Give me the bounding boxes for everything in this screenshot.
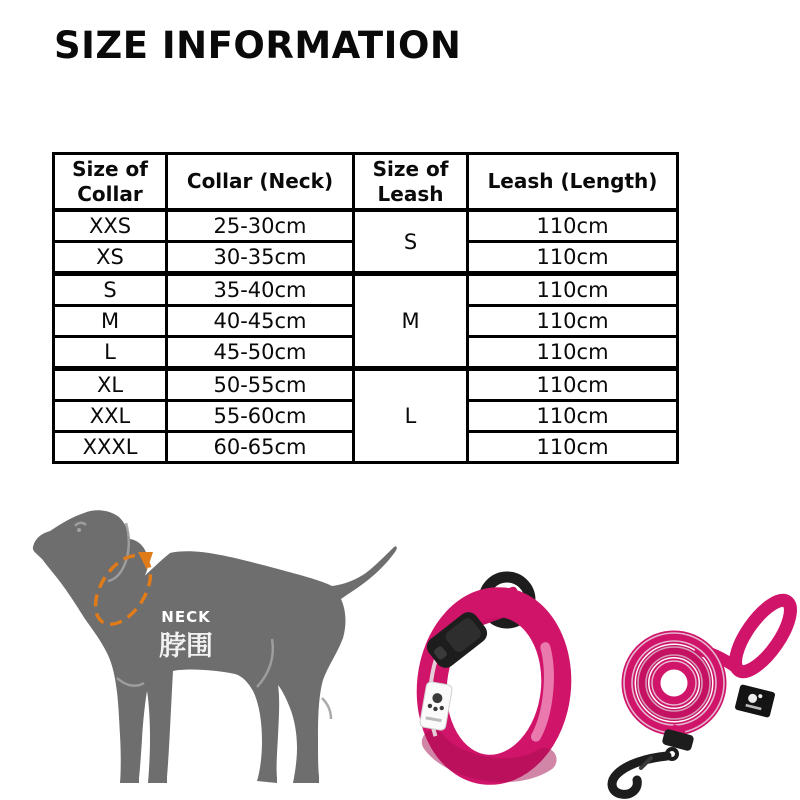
leash-coil [624,633,724,746]
collar-size-cell: XXL [54,401,167,432]
collar-neck-cell: 50-55cm [167,369,354,401]
leash-length-cell: 110cm [468,432,678,463]
neck-label-zh: 脖围 [159,631,213,662]
neck-label-en: NECK [161,608,211,626]
collar-size-cell: L [54,337,167,369]
leash-clasp-icon [612,728,694,794]
collar-size-cell: XXXL [54,432,167,463]
size-table [52,152,679,464]
table-row [54,210,678,242]
leash-length-cell: 110cm [468,242,678,274]
collar-size-cell: M [54,306,167,337]
leash-length-cell: 110cm [468,306,678,337]
collar-neck-cell: 40-45cm [167,306,354,337]
header-size-of-leash: Size of Leash [354,154,468,211]
header-leash-length: Leash (Length) [468,154,678,211]
dog-neck-diagram [20,490,400,800]
leash-length-cell: 110cm [468,401,678,432]
collar-neck-cell: 45-50cm [167,337,354,369]
collar-size-cell: S [54,274,167,306]
collar-photo [400,556,598,800]
table-row [54,369,678,401]
collar-neck-cell: 60-65cm [167,432,354,463]
header-collar-neck: Collar (Neck) [167,154,354,211]
page-title: SIZE INFORMATION [54,24,462,67]
collar-neck-cell: 25-30cm [167,210,354,242]
leash-length-cell: 110cm [468,274,678,306]
collar-neck-cell: 30-35cm [167,242,354,274]
leash-length-cell: 110cm [468,210,678,242]
table-row [54,274,678,306]
size-table-body [54,210,678,463]
collar-size-cell: XL [54,369,167,401]
header-size-of-collar: Size of Collar [54,154,167,211]
collar-neck-cell: 35-40cm [167,274,354,306]
collar-neck-cell: 55-60cm [167,401,354,432]
leash-logo-tag [734,684,775,718]
leash-length-cell: 110cm [468,369,678,401]
collar-size-cell: XS [54,242,167,274]
leash-size-cell: S [354,210,468,274]
leash-size-cell: L [354,369,468,463]
table-header-row [54,154,678,211]
dog-silhouette [33,510,397,783]
leash-size-cell: M [354,274,468,369]
collar-size-cell: XXS [54,210,167,242]
leash-photo [585,556,798,800]
leash-length-cell: 110cm [468,337,678,369]
